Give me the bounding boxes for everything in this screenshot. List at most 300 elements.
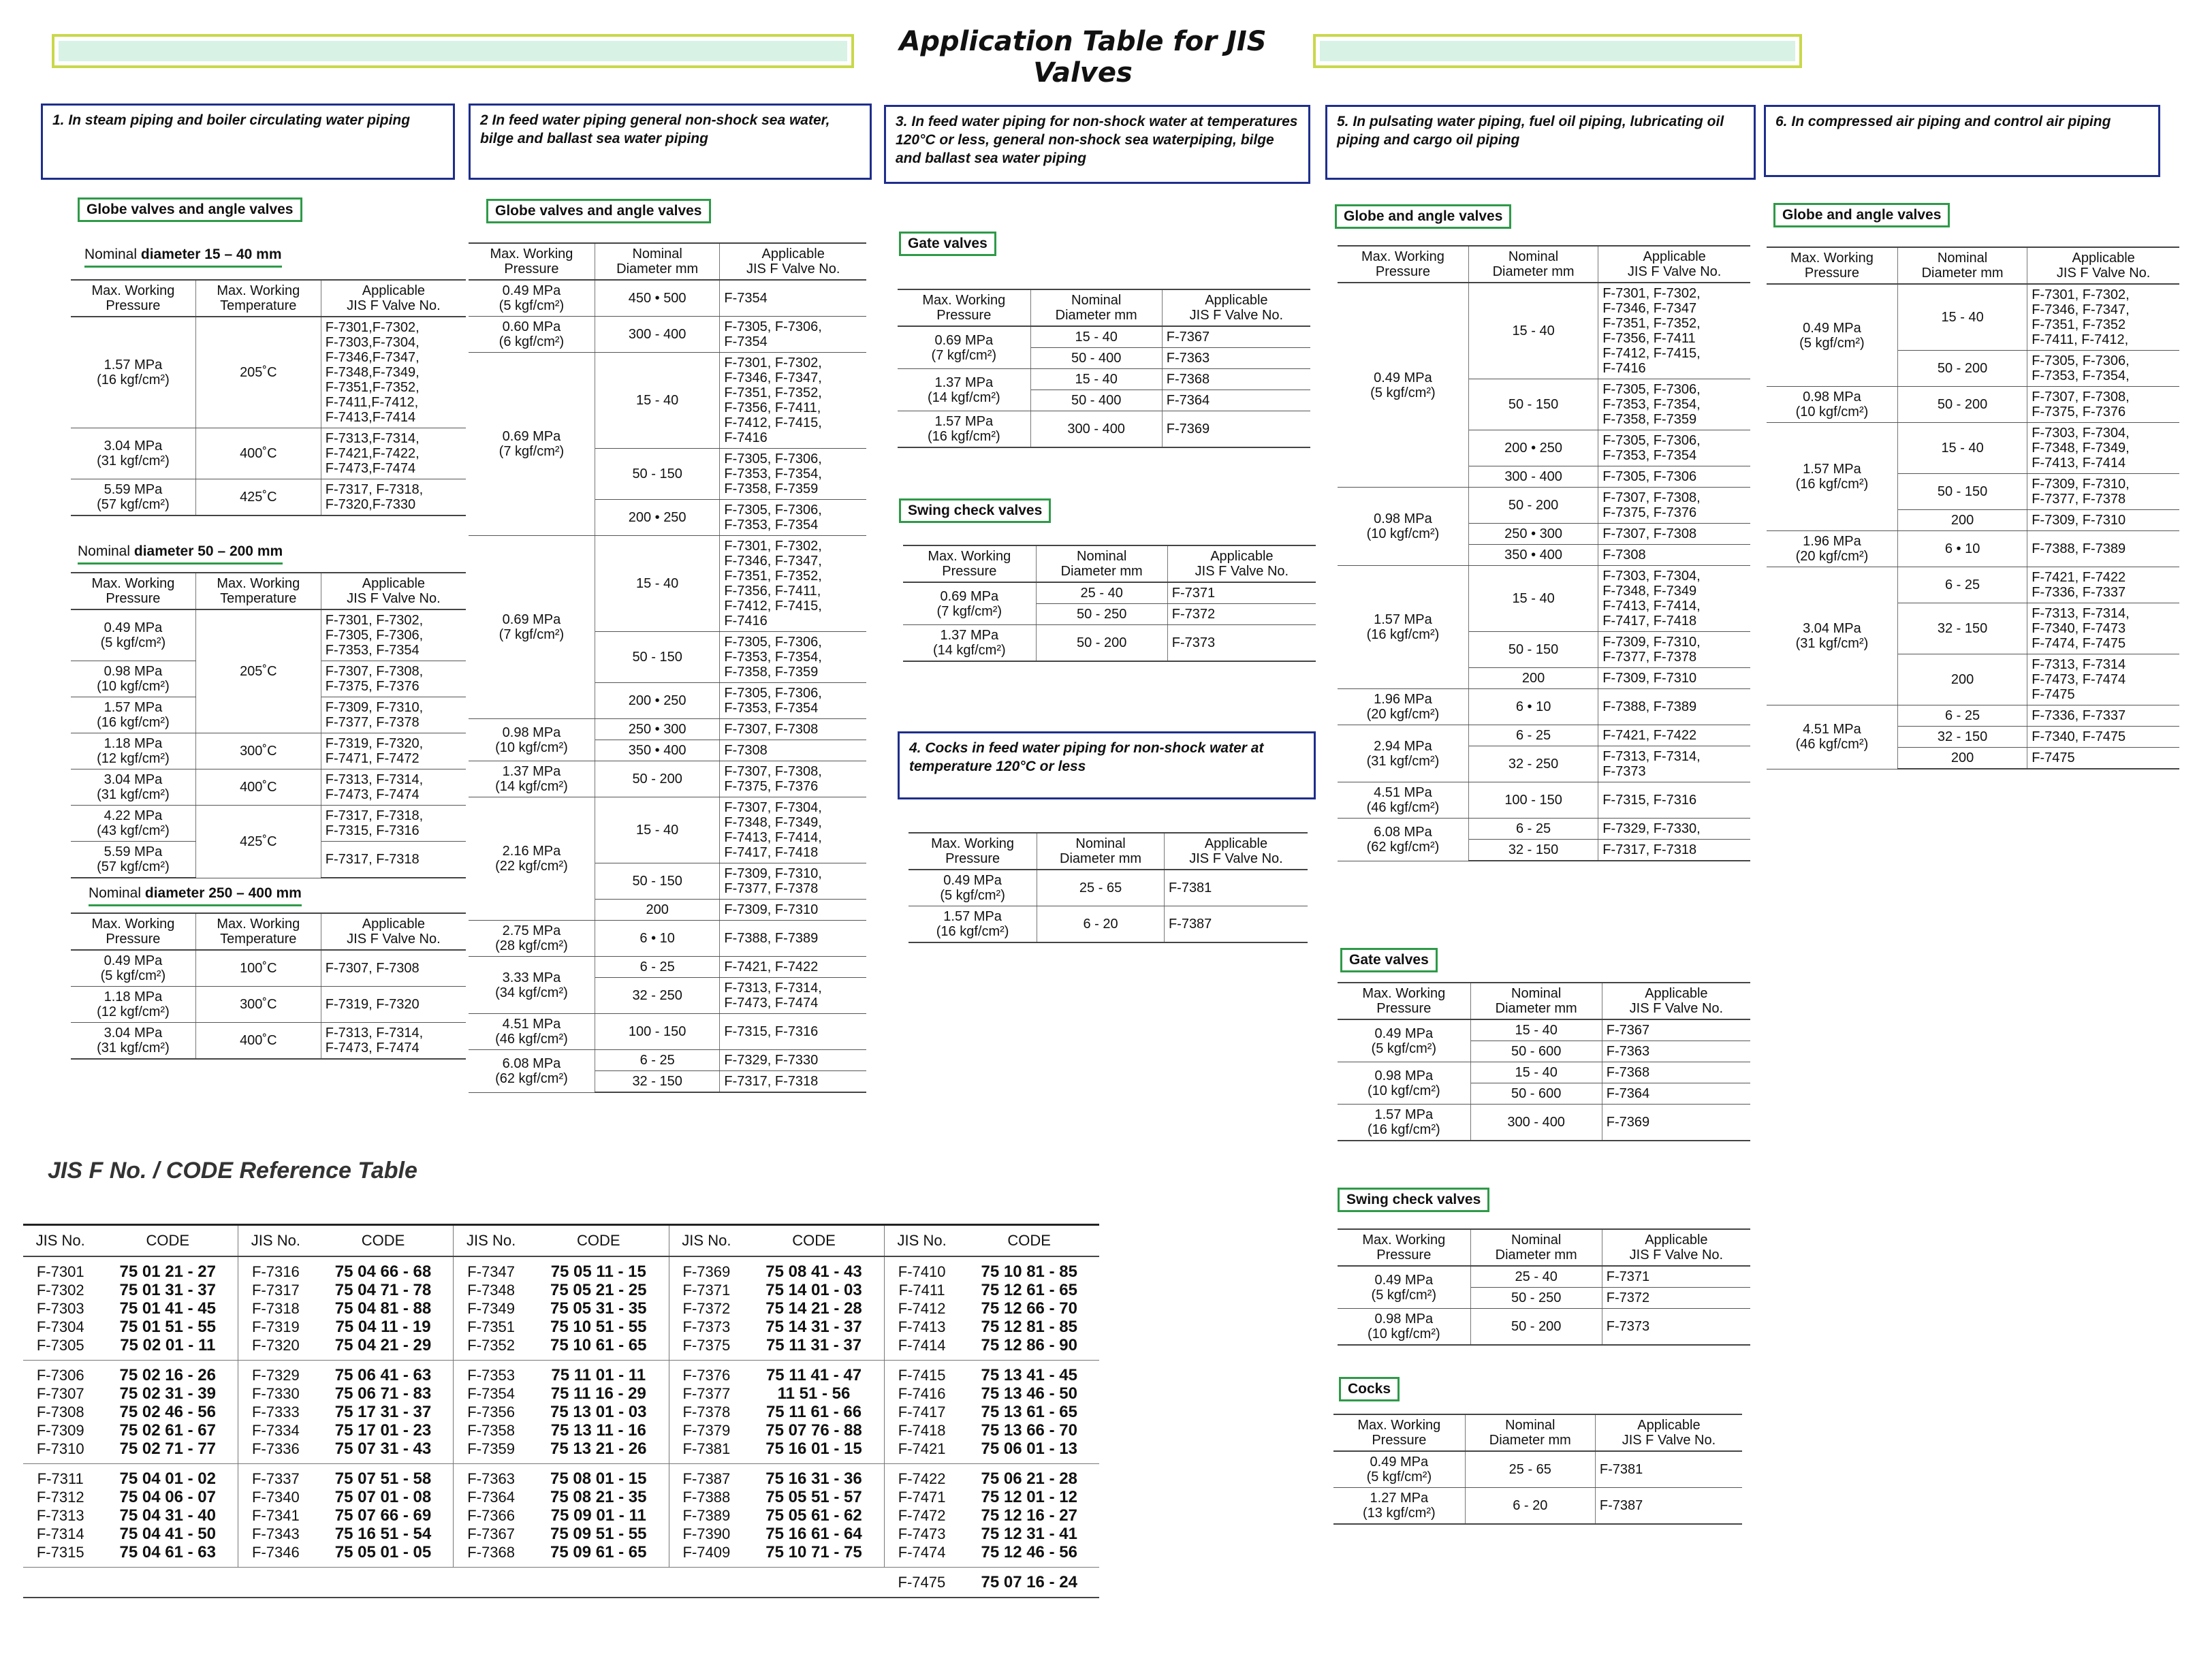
diameter-cell: 50 - 150	[1468, 632, 1598, 668]
valve-no-cell: F-7307, F-7308	[1598, 524, 1750, 545]
pressure-cell: 1.57 MPa (16 kgf/cm²)	[1338, 566, 1468, 689]
diameter-cell: 50 - 600	[1470, 1041, 1602, 1062]
valve-no-cell: F-7315, F-7316	[720, 1014, 866, 1050]
section-number: 3.	[896, 114, 908, 129]
pressure-cell: 4.51 MPa (46 kgf/cm²)	[1338, 782, 1468, 819]
valve-no-cell: F-7303, F-7304, F-7348, F-7349, F-7413, F-7414	[2027, 423, 2179, 474]
table-row	[469, 536, 866, 632]
valve-no-cell: F-7313, F-7314, F-7340, F-7473 F-7474, F-7475	[2027, 603, 2179, 654]
table-row	[469, 317, 866, 353]
section-number: 1.	[52, 112, 65, 128]
valve-no-cell: F-7313, F-7314 F-7473, F-7474 F-7475	[2027, 654, 2179, 705]
diameter-cell: 32 - 150	[595, 1071, 720, 1093]
diameter-cell: 15 - 40	[1897, 423, 2027, 474]
valve-no-cell: F-7367	[1162, 326, 1310, 348]
jis-no-cell: F-7422 F-7471 F-7472 F-7473 F-7474	[884, 1464, 959, 1568]
diameter-cell: 200 • 250	[1468, 430, 1598, 466]
temperature-cell: 400˚C	[195, 769, 321, 806]
valve-no-cell: F-7301, F-7302, F-7305, F-7306, F-7353, F-7354	[321, 609, 466, 661]
valve-no-cell: F-7388, F-7389	[1598, 689, 1750, 725]
section-5-swing-label: Swing check valves	[1338, 1188, 1489, 1212]
pressure-cell: 0.49 MPa (5 kgf/cm²)	[71, 609, 195, 661]
table-row	[71, 1023, 466, 1060]
reference-row	[23, 1464, 1099, 1568]
table-row	[71, 987, 466, 1023]
column-header: Max. Working Temperature	[195, 280, 321, 317]
pressure-cell: 3.33 MPa (34 kgf/cm²)	[469, 957, 595, 1014]
diameter-cell: 25 - 40	[1470, 1266, 1602, 1288]
section-heading: In feed water piping for non-shock water at temperatures 120°C or less, general non-shock sea waterpiping, bilge and ballast sea water piping	[896, 114, 1298, 166]
diameter-cell: 6 - 25	[595, 1050, 720, 1071]
column-header: Nominal Diameter mm	[1037, 833, 1165, 870]
valve-no-cell: F-7367	[1602, 1019, 1750, 1041]
diameter-cell: 250 • 300	[595, 719, 720, 740]
section-5-cocks-label: Cocks	[1339, 1377, 1400, 1401]
column-header: Max. Working Pressure	[1333, 1414, 1465, 1451]
section-2-table-globe	[469, 242, 866, 1093]
column-header: Nominal Diameter mm	[1465, 1414, 1595, 1451]
column-header: Nominal Diameter mm	[595, 243, 720, 280]
diameter-cell: 15 - 40	[595, 536, 720, 632]
valve-no-cell: F-7313,F-7314, F-7421,F-7422, F-7473,F-7474	[321, 428, 466, 479]
section-1-globe-label: Globe valves and angle valves	[78, 197, 302, 222]
diameter-cell: 350 • 400	[1468, 545, 1598, 566]
table-row	[1338, 725, 1750, 746]
column-header: Nominal Diameter mm	[1468, 246, 1598, 283]
table-row	[1338, 1266, 1750, 1288]
reference-row	[23, 1568, 1099, 1598]
title-bar-left	[52, 34, 854, 68]
valve-no-cell: F-7305, F-7306	[1598, 466, 1750, 488]
diameter-cell: 100 - 150	[1468, 782, 1598, 819]
table-row	[1333, 1451, 1742, 1488]
jis-no-cell: F-7363 F-7364 F-7366 F-7367 F-7368	[454, 1464, 528, 1568]
valve-no-cell: F-7301, F-7302, F-7346, F-7347 F-7351, F-7352, F-7356, F-7411 F-7412, F-7415, F-7416	[1598, 283, 1750, 379]
valve-no-cell: F-7309, F-7310, F-7377, F-7378	[1598, 632, 1750, 668]
valve-no-cell: F-7371	[1602, 1266, 1750, 1288]
table-row	[1767, 387, 2179, 423]
table-row	[469, 1050, 866, 1071]
section-heading: In feed water piping general non-shock sea water, bilge and ballast sea water piping	[480, 112, 830, 146]
column-header: Applicable JIS F Valve No.	[1595, 1414, 1742, 1451]
table-row	[71, 609, 466, 661]
code-cell: 75 11 41 - 47 11 51 - 56 75 11 61 - 66 75 07 76 - 88 75 16 01 - 15	[744, 1361, 884, 1464]
diameter-cell: 6 - 25	[1468, 725, 1598, 746]
jis-no-cell: F-7353 F-7354 F-7356 F-7358 F-7359	[454, 1361, 528, 1464]
valve-no-cell: F-7303, F-7304, F-7348, F-7349 F-7413, F-7414, F-7417, F-7418	[1598, 566, 1750, 632]
diameter-cell: 6 - 25	[595, 957, 720, 978]
temperature-cell: 205˚C	[195, 317, 321, 428]
valve-no-cell: F-7315, F-7316	[1598, 782, 1750, 819]
pressure-cell: 4.51 MPa (46 kgf/cm²)	[469, 1014, 595, 1050]
valve-no-cell: F-7308	[720, 740, 866, 761]
diameter-cell: 100 - 150	[595, 1014, 720, 1050]
pressure-cell: 0.49 MPa (5 kgf/cm²)	[1338, 283, 1468, 488]
column-header: Max. Working Pressure	[71, 280, 195, 317]
column-header: Nominal Diameter mm	[1036, 545, 1167, 582]
valve-no-cell: F-7313, F-7314, F-7373	[1598, 746, 1750, 782]
valve-no-cell: F-7372	[1167, 604, 1316, 625]
code-cell: 75 04 66 - 68 75 04 71 - 78 75 04 81 - 88 75 04 11 - 19 75 04 21 - 29	[313, 1256, 454, 1361]
temperature-cell: 300˚C	[195, 987, 321, 1023]
jis-no-cell: F-7415 F-7416 F-7417 F-7418 F-7421	[884, 1361, 959, 1464]
section-5-gate-label: Gate valves	[1340, 948, 1438, 972]
column-header: Applicable JIS F Valve No.	[1598, 246, 1750, 283]
valve-no-cell: F-7307, F-7308, F-7375, F-7376	[1598, 488, 1750, 524]
code-cell: 75 08 41 - 43 75 14 01 - 03 75 14 21 - 28 75 14 31 - 37 75 11 31 - 37	[744, 1256, 884, 1361]
diameter-cell: 200	[1897, 748, 2027, 769]
valve-no-cell: F-7381	[1595, 1451, 1742, 1488]
valve-no-cell: F-7313, F-7314, F-7473, F-7474	[321, 1023, 466, 1060]
diameter-cell: 50 - 200	[1036, 625, 1167, 662]
jis-no-cell: F-7387 F-7388 F-7389 F-7390 F-7409	[669, 1464, 744, 1568]
pressure-cell: 1.37 MPa (14 kgf/cm²)	[469, 761, 595, 797]
column-header: Max. Working Pressure	[1338, 983, 1470, 1019]
code-cell: 75 07 16 - 24	[959, 1568, 1099, 1598]
temperature-cell: 300˚C	[195, 733, 321, 769]
code-header: CODE	[959, 1225, 1099, 1257]
code-cell: 75 10 81 - 85 75 12 61 - 65 75 12 66 - 70 75 12 81 - 85 75 12 86 - 90	[959, 1256, 1099, 1361]
diameter-cell: 50 - 150	[1468, 379, 1598, 430]
column-header: Applicable JIS F Valve No.	[1602, 1229, 1750, 1266]
table-row	[71, 950, 466, 987]
table-row	[1338, 488, 1750, 524]
code-cell: 75 02 16 - 26 75 02 31 - 39 75 02 46 - 56 75 02 61 - 67 75 02 71 - 77	[97, 1361, 238, 1464]
pressure-cell: 0.98 MPa (10 kgf/cm²)	[1338, 1309, 1470, 1346]
section-6-header	[1764, 105, 2160, 177]
table-row	[469, 761, 866, 797]
valve-no-cell: F-7309, F-7310, F-7377, F-7378	[720, 863, 866, 900]
diameter-cell: 15 - 40	[595, 797, 720, 863]
code-header: CODE	[97, 1225, 238, 1257]
valve-no-cell: F-7369	[1602, 1105, 1750, 1141]
section-5-table-globe	[1338, 245, 1750, 861]
diameter-cell: 50 - 250	[1036, 604, 1167, 625]
table-row	[1767, 284, 2179, 351]
code-header: CODE	[744, 1225, 884, 1257]
pressure-cell: 0.49 MPa (5 kgf/cm²)	[1338, 1266, 1470, 1309]
column-header: Max. Working Pressure	[908, 833, 1037, 870]
code-header: CODE	[528, 1225, 669, 1257]
pressure-cell: 2.75 MPa (28 kgf/cm²)	[469, 921, 595, 957]
valve-no-cell: F-7371	[1167, 582, 1316, 604]
valve-no-cell: F-7305, F-7306, F-7354	[720, 317, 866, 353]
section-3-table-gate	[898, 289, 1310, 448]
code-cell: 75 06 41 - 63 75 06 71 - 83 75 17 31 - 37 75 17 01 - 23 75 07 31 - 43	[313, 1361, 454, 1464]
table-row	[1338, 283, 1750, 379]
column-header: Max. Working Pressure	[898, 289, 1030, 326]
jis-no-header: JIS No.	[23, 1225, 97, 1257]
jis-no-header: JIS No.	[454, 1225, 528, 1257]
column-header: Nominal Diameter mm	[1897, 247, 2027, 284]
jis-no-cell: F-7306 F-7307 F-7308 F-7309 F-7310	[23, 1361, 97, 1464]
table-row	[1338, 819, 1750, 840]
column-header: Applicable JIS F Valve No.	[1602, 983, 1750, 1019]
diameter-cell: 200	[1897, 510, 2027, 531]
valve-no-cell: F-7309, F-7310	[2027, 510, 2179, 531]
diameter-cell: 250 • 300	[1468, 524, 1598, 545]
column-header: Applicable JIS F Valve No.	[1167, 545, 1316, 582]
diameter-cell: 6 - 25	[1468, 819, 1598, 840]
section-1-dia-3-label: Nominal diameter 250 – 400 mm	[89, 885, 302, 906]
diameter-cell: 25 - 65	[1037, 870, 1165, 906]
section-2-globe-label: Globe valves and angle valves	[486, 199, 711, 223]
pressure-cell: 2.16 MPa (22 kgf/cm²)	[469, 797, 595, 921]
section-5-table-cocks	[1333, 1414, 1742, 1525]
pressure-cell: 0.49 MPa (5 kgf/cm²)	[1338, 1019, 1470, 1062]
section-1-table-dia-250-400	[71, 912, 466, 1060]
diameter-cell: 15 - 40	[1468, 283, 1598, 379]
valve-no-cell: F-7308	[1598, 545, 1750, 566]
valve-no-cell: F-7364	[1602, 1083, 1750, 1105]
diameter-cell: 32 - 150	[1897, 727, 2027, 748]
valve-no-cell: F-7372	[1602, 1288, 1750, 1309]
jis-no-header: JIS No.	[884, 1225, 959, 1257]
valve-no-cell: F-7313, F-7314, F-7473, F-7474	[321, 769, 466, 806]
reference-row	[23, 1256, 1099, 1361]
pressure-cell: 0.98 MPa (10 kgf/cm²)	[469, 719, 595, 761]
valve-no-cell: F-7340, F-7475	[2027, 727, 2179, 748]
diameter-cell: 15 - 40	[1030, 369, 1162, 390]
section-3-header	[884, 105, 1310, 184]
diameter-cell: 6 • 10	[1468, 689, 1598, 725]
valve-no-cell: F-7305, F-7306, F-7353, F-7354	[720, 500, 866, 536]
section-5-header	[1325, 105, 1756, 180]
valve-no-cell: F-7317, F-7318	[1598, 840, 1750, 861]
pressure-cell: 1.96 MPa (20 kgf/cm²)	[1338, 689, 1468, 725]
valve-no-cell: F-7368	[1602, 1062, 1750, 1083]
temperature-cell: 425˚C	[195, 806, 321, 878]
table-row	[1767, 705, 2179, 727]
pressure-cell: 0.69 MPa (7 kgf/cm²)	[469, 536, 595, 719]
jis-no-cell: F-7347 F-7348 F-7349 F-7351 F-7352	[454, 1256, 528, 1361]
section-3-swing-label: Swing check valves	[899, 498, 1051, 523]
section-number: 5.	[1337, 114, 1349, 129]
temperature-cell: 100˚C	[195, 950, 321, 987]
diameter-cell: 50 - 150	[595, 449, 720, 500]
pressure-cell: 0.49 MPa (5 kgf/cm²)	[908, 870, 1037, 906]
valve-no-cell: F-7307, F-7308	[720, 719, 866, 740]
valve-no-cell: F-7317, F-7318	[321, 842, 466, 878]
diameter-cell: 32 - 250	[1468, 746, 1598, 782]
column-header: Max. Working Temperature	[195, 573, 321, 609]
diameter-cell: 15 - 40	[1470, 1062, 1602, 1083]
diameter-cell: 50 - 200	[1897, 387, 2027, 423]
pressure-cell: 4.22 MPa (43 kgf/cm²)	[71, 806, 195, 842]
pressure-cell: 0.60 MPa (6 kgf/cm²)	[469, 317, 595, 353]
pressure-cell: 0.49 MPa (5 kgf/cm²)	[1333, 1451, 1465, 1488]
pressure-cell: 0.98 MPa (10 kgf/cm²)	[1338, 488, 1468, 566]
table-row	[1338, 1062, 1750, 1083]
diameter-cell: 200	[1897, 654, 2027, 705]
valve-no-cell: F-7307, F-7308, F-7375, F-7376	[720, 761, 866, 797]
valve-no-cell: F-7369	[1162, 411, 1310, 448]
section-4-header	[898, 731, 1316, 799]
diameter-cell: 200	[595, 900, 720, 921]
valve-no-cell: F-7309, F-7310, F-7377, F-7378	[321, 697, 466, 733]
column-header: Max. Working Temperature	[195, 913, 321, 950]
column-header: Applicable JIS F Valve No.	[321, 913, 466, 950]
temperature-cell: 400˚C	[195, 428, 321, 479]
table-row	[1338, 1105, 1750, 1141]
valve-no-cell: F-7305, F-7306, F-7353, F-7354, F-7358, F-7359	[1598, 379, 1750, 430]
diameter-cell: 50 - 200	[595, 761, 720, 797]
section-1-table-dia-15-40	[71, 279, 466, 516]
column-header: Applicable JIS F Valve No.	[2027, 247, 2179, 284]
valve-no-cell: F-7305, F-7306, F-7353, F-7354, F-7358, F-7359	[720, 449, 866, 500]
table-row	[469, 353, 866, 449]
table-row	[908, 870, 1308, 906]
column-header: Applicable JIS F Valve No.	[1164, 833, 1308, 870]
diameter-cell: 300 - 400	[595, 317, 720, 353]
valve-no-cell: F-7421, F-7422	[1598, 725, 1750, 746]
diameter-cell: 450 • 500	[595, 280, 720, 317]
pressure-cell: 1.37 MPa (14 kgf/cm²)	[898, 369, 1030, 411]
valve-no-cell: F-7307, F-7308	[321, 950, 466, 987]
jis-no-cell: F-7311 F-7312 F-7313 F-7314 F-7315	[23, 1464, 97, 1568]
table-row	[469, 921, 866, 957]
diameter-cell: 50 - 200	[1468, 488, 1598, 524]
table-row	[469, 1014, 866, 1050]
code-cell: 75 13 41 - 45 75 13 46 - 50 75 13 61 - 65 75 13 66 - 70 75 06 01 - 13	[959, 1361, 1099, 1464]
table-row	[1338, 782, 1750, 819]
column-header: Applicable JIS F Valve No.	[720, 243, 866, 280]
jis-no-cell: F-7329 F-7330 F-7333 F-7334 F-7336	[238, 1361, 313, 1464]
table-row	[908, 906, 1308, 943]
valve-no-cell: F-7364	[1162, 390, 1310, 411]
column-header: Max. Working Pressure	[71, 573, 195, 609]
valve-no-cell: F-7381	[1164, 870, 1308, 906]
pressure-cell: 1.57 MPa (16 kgf/cm²)	[71, 317, 195, 428]
temperature-cell: 205˚C	[195, 609, 321, 733]
column-header: Max. Working Pressure	[903, 545, 1036, 582]
diameter-cell: 50 - 400	[1030, 390, 1162, 411]
diameter-cell: 6 - 20	[1037, 906, 1165, 943]
section-1-dia-2-label: Nominal diameter 50 – 200 mm	[78, 543, 283, 565]
pressure-cell: 3.04 MPa (31 kgf/cm²)	[71, 1023, 195, 1060]
table-row	[71, 428, 466, 479]
column-header: Max. Working Pressure	[1338, 246, 1468, 283]
column-header: Max. Working Pressure	[1338, 1229, 1470, 1266]
reference-table-title: JIS F No. / CODE Reference Table	[48, 1158, 417, 1184]
column-header: Max. Working Pressure	[1767, 247, 1897, 284]
code-cell: 75 11 01 - 11 75 11 16 - 29 75 13 01 - 03 75 13 11 - 16 75 13 21 - 26	[528, 1361, 669, 1464]
valve-no-cell: F-7329, F-7330,	[1598, 819, 1750, 840]
column-header: Nominal Diameter mm	[1030, 289, 1162, 326]
pressure-cell: 1.57 MPa (16 kgf/cm²)	[908, 906, 1037, 943]
column-header: Applicable JIS F Valve No.	[321, 280, 466, 317]
valve-no-cell: F-7421, F-7422	[720, 957, 866, 978]
section-3-gate-label: Gate valves	[899, 232, 996, 256]
diameter-cell: 15 - 40	[595, 353, 720, 449]
pressure-cell: 3.04 MPa (31 kgf/cm²)	[1767, 567, 1897, 705]
valve-no-cell: F-7368	[1162, 369, 1310, 390]
diameter-cell: 200 • 250	[595, 500, 720, 536]
valve-no-cell: F-7301,F-7302, F-7303,F-7304, F-7346,F-7347, F-7348,F-7349, F-7351,F-7352, F-7411,F-7412, F-7413,F-7414	[321, 317, 466, 428]
diameter-cell: 6 - 25	[1897, 567, 2027, 603]
table-row	[71, 479, 466, 516]
pressure-cell: 2.94 MPa (31 kgf/cm²)	[1338, 725, 1468, 782]
diameter-cell: 200 • 250	[595, 683, 720, 719]
jis-no-cell: F-7301 F-7302 F-7303 F-7304 F-7305	[23, 1256, 97, 1361]
diameter-cell: 32 - 150	[1897, 603, 2027, 654]
diameter-cell: 25 - 65	[1465, 1451, 1595, 1488]
valve-no-cell: F-7319, F-7320	[321, 987, 466, 1023]
diameter-cell: 32 - 150	[1468, 840, 1598, 861]
column-header: Applicable JIS F Valve No.	[1162, 289, 1310, 326]
diameter-cell: 300 - 400	[1468, 466, 1598, 488]
jis-no-header: JIS No.	[669, 1225, 744, 1257]
code-cell: 75 16 31 - 36 75 05 51 - 57 75 05 61 - 62 75 16 61 - 64 75 10 71 - 75	[744, 1464, 884, 1568]
table-row	[898, 369, 1310, 390]
column-header: Nominal Diameter mm	[1470, 983, 1602, 1019]
table-row	[1338, 689, 1750, 725]
code-cell: 75 08 01 - 15 75 08 21 - 35 75 09 01 - 11 75 09 51 - 55 75 09 61 - 65	[528, 1464, 669, 1568]
diameter-cell: 300 - 400	[1470, 1105, 1602, 1141]
table-row	[71, 769, 466, 806]
valve-no-cell: F-7388, F-7389	[2027, 531, 2179, 567]
diameter-cell: 50 - 150	[595, 863, 720, 900]
pressure-cell: 6.08 MPa (62 kgf/cm²)	[1338, 819, 1468, 861]
diameter-cell: 32 - 250	[595, 978, 720, 1014]
pressure-cell: 1.57 MPa (16 kgf/cm²)	[1767, 423, 1897, 531]
section-1-table-dia-50-200	[71, 572, 466, 878]
section-number: 2	[480, 112, 488, 128]
jis-no-cell: F-7316 F-7317 F-7318 F-7319 F-7320	[238, 1256, 313, 1361]
diameter-cell: 6 - 20	[1465, 1488, 1595, 1525]
reference-row	[23, 1361, 1099, 1464]
diameter-cell: 25 - 40	[1036, 582, 1167, 604]
pressure-cell: 4.51 MPa (46 kgf/cm²)	[1767, 705, 1897, 769]
valve-no-cell: F-7307, F-7304, F-7348, F-7349, F-7413, F-7414, F-7417, F-7418	[720, 797, 866, 863]
column-header: Nominal Diameter mm	[1470, 1229, 1602, 1266]
section-heading: In compressed air piping and control air piping	[1791, 114, 2111, 129]
column-header: Max. Working Pressure	[71, 913, 195, 950]
diameter-cell: 50 - 400	[1030, 348, 1162, 369]
diameter-cell: 50 - 150	[1897, 474, 2027, 510]
pressure-cell: 0.69 MPa (7 kgf/cm²)	[898, 326, 1030, 369]
diameter-cell: 50 - 150	[595, 632, 720, 683]
section-2-header	[469, 104, 872, 180]
table-row	[1767, 423, 2179, 474]
section-6-table-globe	[1767, 247, 2179, 769]
section-number: 4.	[909, 740, 921, 756]
valve-no-cell: F-7301, F-7302, F-7346, F-7347, F-7351, F-7352 F-7411, F-7412,	[2027, 284, 2179, 351]
section-4-table-cocks	[908, 832, 1308, 943]
table-row	[1338, 1019, 1750, 1041]
diameter-cell: 300 - 400	[1030, 411, 1162, 448]
jis-no-cell: F-7369 F-7371 F-7372 F-7373 F-7375	[669, 1256, 744, 1361]
code-cell: 75 01 21 - 27 75 01 31 - 37 75 01 41 - 45 75 01 51 - 55 75 02 01 - 11	[97, 1256, 238, 1361]
jis-no-cell: F-7376 F-7377 F-7378 F-7379 F-7381	[669, 1361, 744, 1464]
table-row	[1767, 567, 2179, 603]
table-row	[71, 806, 466, 842]
temperature-cell: 425˚C	[195, 479, 321, 516]
pressure-cell: 0.49 MPa (5 kgf/cm²)	[469, 280, 595, 317]
table-row	[1338, 566, 1750, 632]
table-row	[1338, 1309, 1750, 1346]
pressure-cell: 1.37 MPa (14 kgf/cm²)	[903, 625, 1036, 662]
pressure-cell: 1.57 MPa (16 kgf/cm²)	[898, 411, 1030, 448]
valve-no-cell: F-7475	[2027, 748, 2179, 769]
valve-no-cell: F-7387	[1595, 1488, 1742, 1525]
valve-no-cell: F-7309, F-7310	[1598, 668, 1750, 689]
valve-no-cell: F-7329, F-7330	[720, 1050, 866, 1071]
table-row	[469, 797, 866, 863]
diameter-cell: 6 • 10	[595, 921, 720, 957]
section-heading: In steam piping and boiler circulating water piping	[68, 112, 411, 128]
code-cell: 75 06 21 - 28 75 12 01 - 12 75 12 16 - 27 75 12 31 - 41 75 12 46 - 56	[959, 1464, 1099, 1568]
